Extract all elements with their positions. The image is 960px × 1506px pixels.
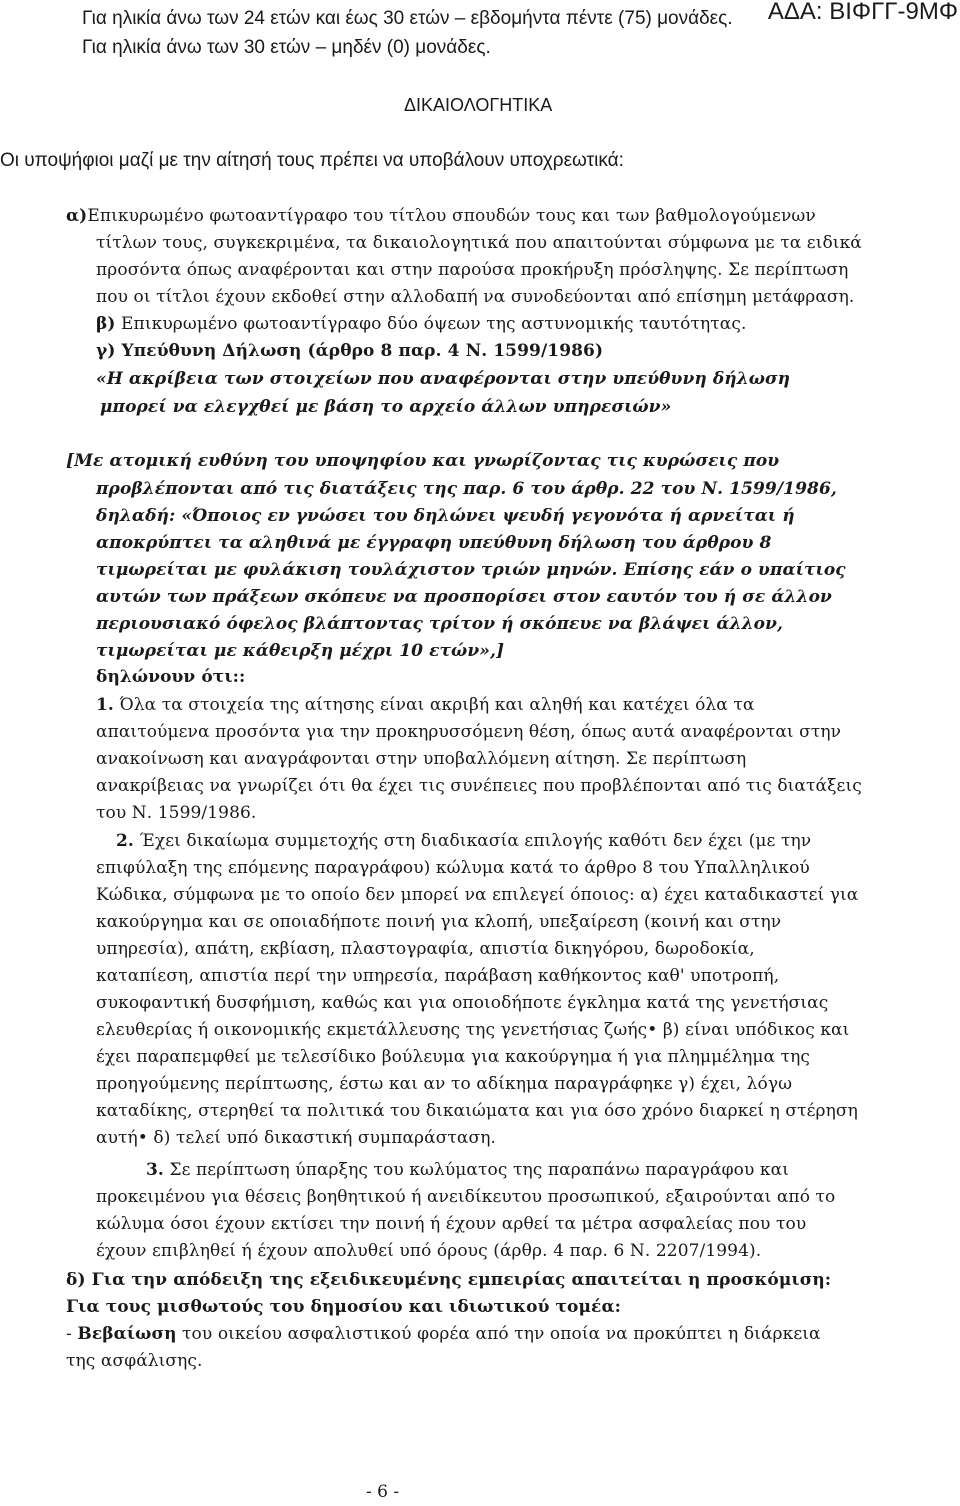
- intro-text: Οι υποψήφιοι μαζί με την αίτησή τους πρέπει να υποβάλουν υποχρεωτικά:: [0, 150, 624, 171]
- point-1-line-3: ανακοίνωση και αναγράφονται στην υποβαλλόμενη αίτηση. Σε περίπτωση: [96, 749, 747, 769]
- d-dash: -: [66, 1324, 78, 1344]
- legal-line-4: αποκρύπτει τα αληθινά με έγγραφη υπεύθυνη δήλωση του άρθρου 8: [96, 533, 772, 553]
- item-c-heading: γ) Υπεύθυνη Δήλωση (άρθρο 8 παρ. 4 Ν. 1599/1986): [96, 341, 604, 361]
- legal-line-8: τιμωρείται με κάθειρξη μέχρι 10 ετών»,]: [96, 641, 505, 661]
- age-line-1: Για ηλικία άνω των 24 ετών και έως 30 ετών – εβδομήντα πέντε (75) μονάδες.: [82, 8, 733, 29]
- item-a-line-4: που οι τίτλοι έχουν εκδοθεί στην αλλοδαπή να συνοδεύονται από επίσημη μετάφραση.: [96, 287, 855, 307]
- point-2-line-12: αυτή• δ) τελεί υπό δικαστική συμπαράσταση.: [96, 1128, 497, 1148]
- item-c-quote-1: «Η ακρίβεια των στοιχείων που αναφέρονται στην υπεύθυνη δήλωση: [96, 369, 791, 389]
- age-line-2: Για ηλικία άνω των 30 ετών – μηδέν (0) μονάδες.: [82, 37, 491, 58]
- item-b-text: Επικυρωμένο φωτοαντίγραφο δύο όψεων της αστυνομικής ταυτότητας.: [115, 314, 747, 334]
- item-b-marker: β): [96, 314, 116, 334]
- d-subheading: Για τους μισθωτούς του δημοσίου και ιδιωτικού τομέα:: [66, 1297, 622, 1317]
- ada-code: ΑΔΑ: ΒΙΦΓΓ-9ΜΦ: [767, 0, 958, 25]
- item-a-marker: α): [66, 206, 88, 226]
- point-1-line-4: ανακρίβειας να γνωρίζει ότι θα έχει τις συνέπειες που προβλέπονται από τις διατάξεις: [96, 776, 862, 796]
- d-line-2: της ασφάλισης.: [66, 1351, 203, 1371]
- d-line-1: [66, 1324, 821, 1344]
- point-2-line-1: [116, 831, 811, 851]
- point-3-line-4: έχουν επιβληθεί ή έχουν απολυθεί υπό όρους (άρθρ. 4 παρ. 6 Ν. 2207/1994).: [96, 1241, 762, 1261]
- item-a-line-2: τίτλων τους, συγκεκριμένα, τα δικαιολογητικά που απαιτούνται σύμφωνα με τα ειδικά: [96, 233, 862, 253]
- point-2-line-9: έχει παραπεμφθεί με τελεσίδικο βούλευμα για κακούργημα ή για πλημμέλημα της: [96, 1047, 811, 1067]
- point-1-text: Όλα τα στοιχεία της αίτησης είναι ακριβή και αληθή και κατέχει όλα τα: [113, 695, 755, 715]
- section-title: ΔΙΚΑΙΟΛΟΓΗΤΙΚΑ: [404, 95, 553, 115]
- point-1-line-1: [96, 695, 754, 715]
- declare-heading: δηλώνουν ότι::: [96, 667, 246, 687]
- point-2-number: 2.: [116, 831, 134, 851]
- point-2-line-5: υπηρεσία), απάτη, εκβίαση, πλαστογραφία, απιστία δικηγόρου, δωροδοκία,: [96, 939, 755, 959]
- legal-line-1: [Με ατομική ευθύνη του υποψηφίου και γνωρίζοντας τις κυρώσεις που: [66, 451, 780, 471]
- point-2-line-4: κακούργημα και σε οποιαδήποτε ποινή για κλοπή, υπεξαίρεση (κοινή και στην: [96, 912, 782, 932]
- item-a-line-1: [66, 206, 816, 226]
- point-3-line-2: προκειμένου για θέσεις βοηθητικού ή ανειδίκευτου προσωπικού, εξαιρούνται από το: [96, 1187, 836, 1207]
- point-3-text: Σε περίπτωση ύπαρξης του κωλύματος της παραπάνω παραγράφου και: [163, 1160, 789, 1180]
- legal-line-2: προβλέπονται από τις διατάξεις της παρ. 6 του άρθρ. 22 του Ν. 1599/1986,: [96, 479, 837, 499]
- item-a-text: Επικυρωμένο φωτοαντίγραφο του τίτλου σπουδών τους και των βαθμολογούμενων: [87, 206, 816, 226]
- legal-line-6: αυτών των πράξεων σκόπευε να προσπορίσει στον εαυτόν του ή σε άλλον: [96, 587, 832, 607]
- point-1-number: 1.: [96, 695, 114, 715]
- point-2-text: Έχει δικαίωμα συμμετοχής στη διαδικασία επιλογής καθότι δεν έχει (με την: [133, 831, 812, 851]
- point-2-line-7: συκοφαντική δυσφήμιση, καθώς και για οποιοδήποτε έγκλημα κατά της γενετήσιας: [96, 993, 829, 1013]
- d-heading: [66, 1270, 831, 1290]
- d-marker: δ): [66, 1270, 86, 1290]
- point-2-line-6: καταπίεση, απιστία περί την υπηρεσία, παράβαση καθήκοντος καθ' υποτροπή,: [96, 966, 780, 986]
- item-b-line: [96, 314, 747, 334]
- legal-line-7: περιουσιακό όφελος βλάπτοντας τρίτον ή σκόπευε να βλάψει άλλον,: [96, 614, 783, 634]
- d-heading-text: Για την απόδειξη της εξειδικευμένης εμπειρίας απαιτείται η προσκόμιση:: [85, 1270, 832, 1290]
- item-c-quote-2: μπορεί να ελεγχθεί με βάση το αρχείο άλλων υπηρεσιών»: [100, 397, 672, 417]
- legal-line-5: τιμωρείται με φυλάκιση τουλάχιστον τριών μηνών. Επίσης εάν ο υπαίτιος: [96, 560, 846, 580]
- point-3-line-1: [146, 1160, 789, 1180]
- d-line-1-text: του οικείου ασφαλιστικού φορέα από την οποία να προκύπτει η διάρκεια: [176, 1324, 821, 1344]
- d-bold-word: Βεβαίωση: [77, 1324, 177, 1344]
- point-2-line-8: ελευθερίας ή οικονομικής εκμετάλλευσης της γενετήσιας ζωής• β) είναι υπόδικος και: [96, 1020, 850, 1040]
- point-1-line-2: απαιτούμενα προσόντα για την προκηρυσσόμενη θέση, όπως αυτά αναφέρονται στην: [96, 722, 842, 742]
- point-2-line-3: Κώδικα, σύμφωνα με το οποίο δεν μπορεί να επιλεγεί όποιος: α) έχει καταδικαστεί για: [96, 885, 859, 905]
- point-2-line-11: καταδίκης, στερηθεί τα πολιτικά του δικαιώματα και για όσο χρόνο διαρκεί η στέρηση: [96, 1101, 858, 1121]
- legal-line-3: δηλαδή: «Όποιος εν γνώσει του δηλώνει ψευδή γεγονότα ή αρνείται ή: [96, 506, 795, 526]
- point-1-line-5: του Ν. 1599/1986.: [96, 803, 257, 823]
- point-3-line-3: κώλυμα όσοι έχουν εκτίσει την ποινή ή έχουν αρθεί τα μέτρα ασφαλείας που του: [96, 1214, 807, 1234]
- point-2-line-2: επιφύλαξη της επόμενης παραγράφου) κώλυμα κατά το άρθρο 8 του Υπαλληλικού: [96, 858, 810, 878]
- point-3-number: 3.: [146, 1160, 164, 1180]
- item-a-line-3: προσόντα όπως αναφέρονται και στην παρούσα προκήρυξη πρόσληψης. Σε περίπτωση: [96, 260, 849, 280]
- page-number: - 6 -: [366, 1482, 400, 1502]
- point-2-line-10: προηγούμενης περίπτωσης, έστω και αν το αδίκημα παραγράφηκε γ) έχει, λόγω: [96, 1074, 793, 1094]
